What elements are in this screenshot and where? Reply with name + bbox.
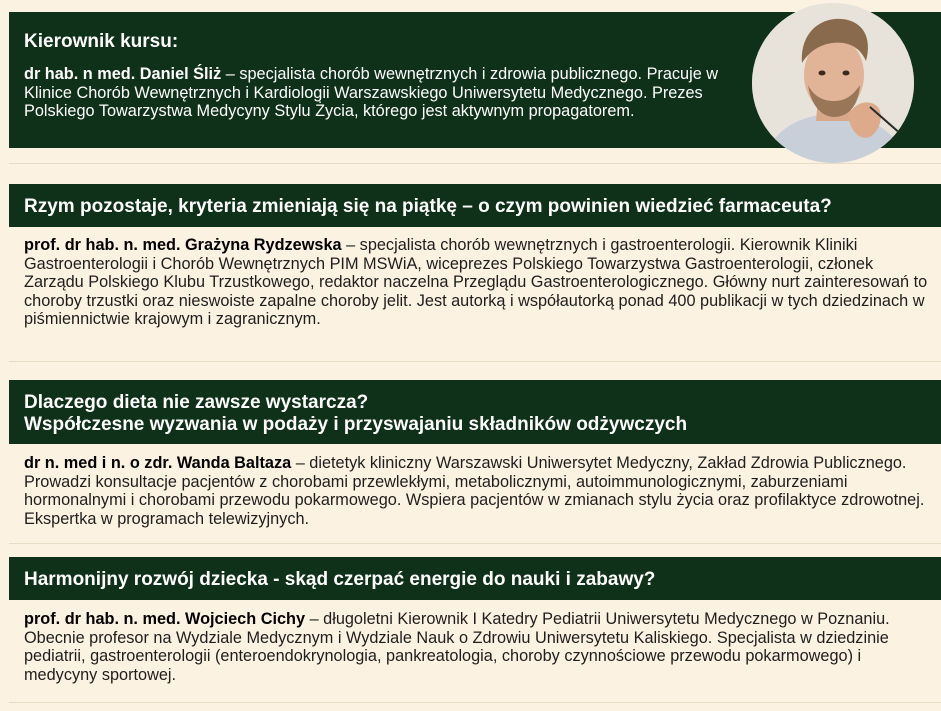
speaker-name: prof. dr hab. n. med. Wojciech Cichy xyxy=(24,610,306,628)
speaker-bio: – długoletni Kierownik I Katedry Pediatrii Uniwersytetu Medycznego w Poznaniu. Obecnie profesor na Wydziale Medycznym i Wydziale Nauk o Zdrowiu Uniwersytetu Kaliskiego. Specjalista w dziedzinie pediatrii, gastroenterologii (enteroendokrynologia, pankreatologia, choroby czynnościowe przewodu pokarmowego) i medycyny sportowej. xyxy=(24,610,890,684)
speaker-bio: – specjalista chorób wewnętrznych i gastroenterologii. Kierownik Kliniki Gastroenterologii i Chorób Wewnętrznych PIM MSWiA, wiceprezes Polskiego Towarzystwa Gastroenterologii, członek Zarządu Polskiego Klubu Trzustkowego, redaktor naczelna Przeglądu Gastroenterologicznego. Główny nurt zainteresowań to choroby trzustki oraz nieswoiste zapalne choroby jelit. Jest autorką i współautorką ponad 400 publikacji w tych dziedzinach w piśmiennictwie krajowym i zagranicznym. xyxy=(24,236,928,328)
section-title-line-2: Współczesne wyzwania w podaży i przyswajaniu składników odżywczych xyxy=(24,414,688,435)
divider xyxy=(9,543,941,544)
section-title-line-1: Dlaczego dieta nie zawsze wystarcza? xyxy=(24,392,369,413)
divider xyxy=(9,361,941,362)
divider xyxy=(9,163,941,164)
section-title: Harmonijny rozwój dziecka - skąd czerpać energie do nauki i zabawy? xyxy=(24,569,656,590)
speaker-bio: – specjalista chorób wewnętrznych i zdrowia publicznego. Pracuje w Klinice Chorób Wewnętrznych i Kardiologii Warszawskiego Uniwersytetu Medycznego. Prezes Polskiego Towarzystwa Medycyny Stylu Życia, którego jest aktywnym propagatorem. xyxy=(24,65,719,120)
section-header xyxy=(9,184,941,227)
speaker-photo xyxy=(752,3,914,163)
section-title: Rzym pozostaje, kryteria zmieniają się na piątkę – o czym powinien wiedzieć farmaceuta? xyxy=(24,196,832,217)
speaker-bio: – dietetyk kliniczny Warszawski Uniwersytet Medyczny, Zakład Zdrowia Publicznego. Prowadzi konsultacje pacjentów z chorobami przewlekłymi, metabolicznymi, autoimmunologicznymi, zaburzeniami hormonalnymi i chorobami przewodu pokarmowego. Wspiera pacjentów w zmianach stylu życia oraz profilaktyce zdrowotnej. Ekspertka w programach telewizyjnych. xyxy=(24,454,925,528)
divider xyxy=(9,702,941,703)
section-description xyxy=(24,65,754,121)
speaker-name: dr hab. n med. Daniel Śliż xyxy=(24,65,222,83)
speaker-name: dr n. med i n. o zdr. Wanda Baltaza xyxy=(24,454,292,472)
section-title: Kierownik kursu: xyxy=(24,31,179,52)
section-description xyxy=(24,236,929,329)
section-description xyxy=(24,454,929,528)
section-description xyxy=(24,610,929,684)
speaker-name: prof. dr hab. n. med. Grażyna Rydzewska xyxy=(24,236,342,254)
section-header xyxy=(9,557,941,600)
section-header xyxy=(9,380,941,444)
